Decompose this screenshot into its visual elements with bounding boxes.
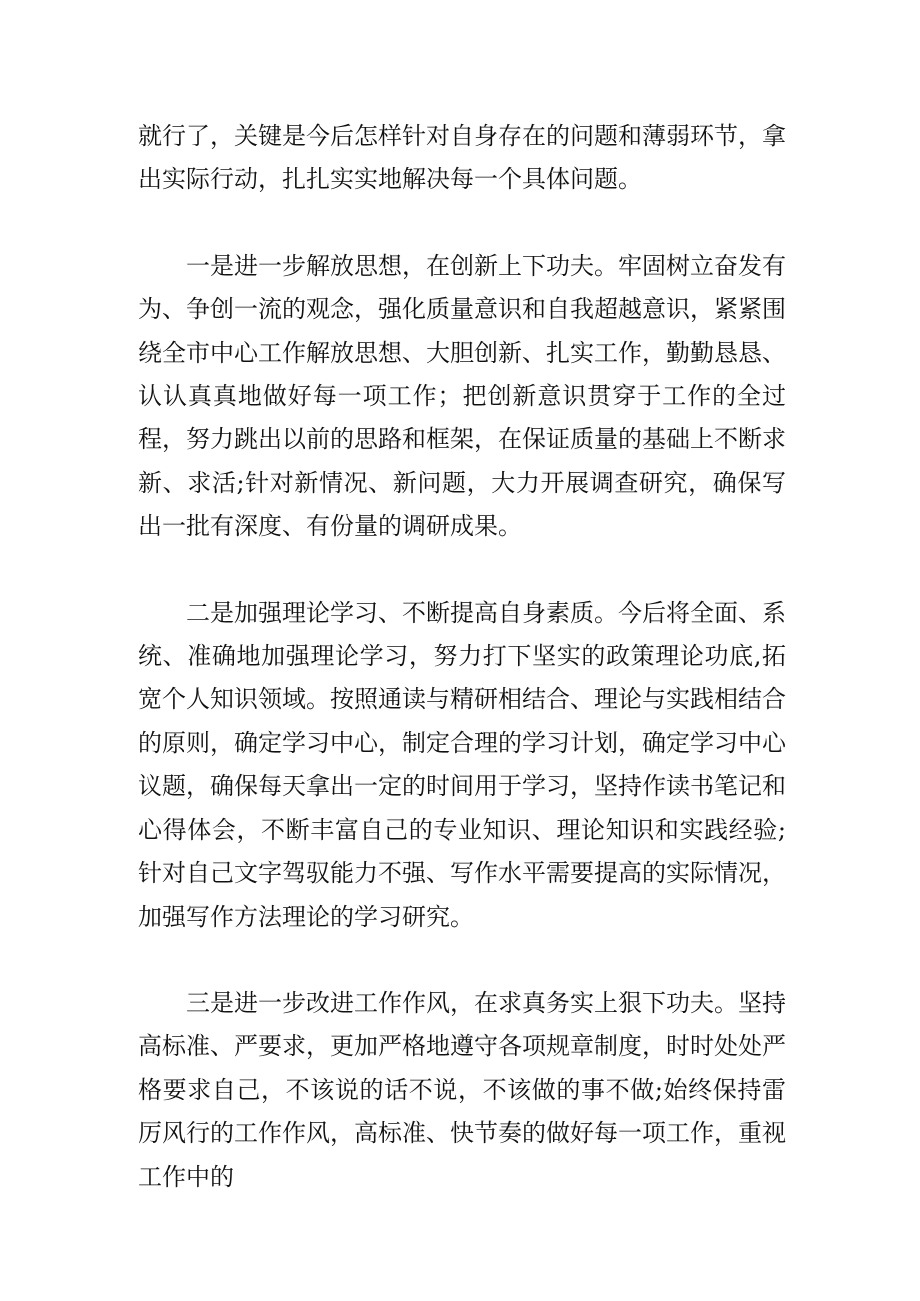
paragraph-point-three: 三是进一步改进工作作风，在求真务实上狠下功夫。坚持高标准、严要求，更加严格地遵守各项规章制度，时时处处严格要求自己，不该说的话不说，不该做的事不做;始终保持雷厉风行的工作作风，高标准、快节奏的做好每一项工作，重视工作中的 <box>138 988 786 1191</box>
paragraph-point-one: 一是进一步解放思想，在创新上下功夫。牢固树立奋发有为、争创一流的观念，强化质量意识和自我超越意识，紧紧围绕全市中心工作解放思想、大胆创新、扎实工作，勤勤恳恳、认认真真地做好每一项工作；把创新意识贯穿于工作的全过程，努力跳出以前的思路和框架，在保证质量的基础上不断求新、求活;针对新情况、新问题，大力开展调查研究，确保写出一批有深度、有份量的调研成果。 <box>138 251 786 541</box>
paragraph-point-two: 二是加强理论学习、不断提高自身素质。今后将全面、系统、准确地加强理论学习，努力打下坚实的政策理论功底,拓宽个人知识领域。按照通读与精研相结合、理论与实践相结合的原则，确定学习中心，制定合理的学习计划，确定学习中心议题，确保每天拿出一定的时间用于学习，坚持作读书笔记和心得体会，不断丰富自己的专业知识、理论知识和实践经验;针对自己文字驾驭能力不强、写作水平需要提高的实际情况，加强写作方法理论的学习研究。 <box>138 598 786 931</box>
paragraph-continuation: 就行了，关键是今后怎样针对自身存在的问题和薄弱环节，拿出实际行动，扎扎实实地解决每一个具体问题。 <box>138 122 786 194</box>
document-body <box>138 115 786 1199</box>
